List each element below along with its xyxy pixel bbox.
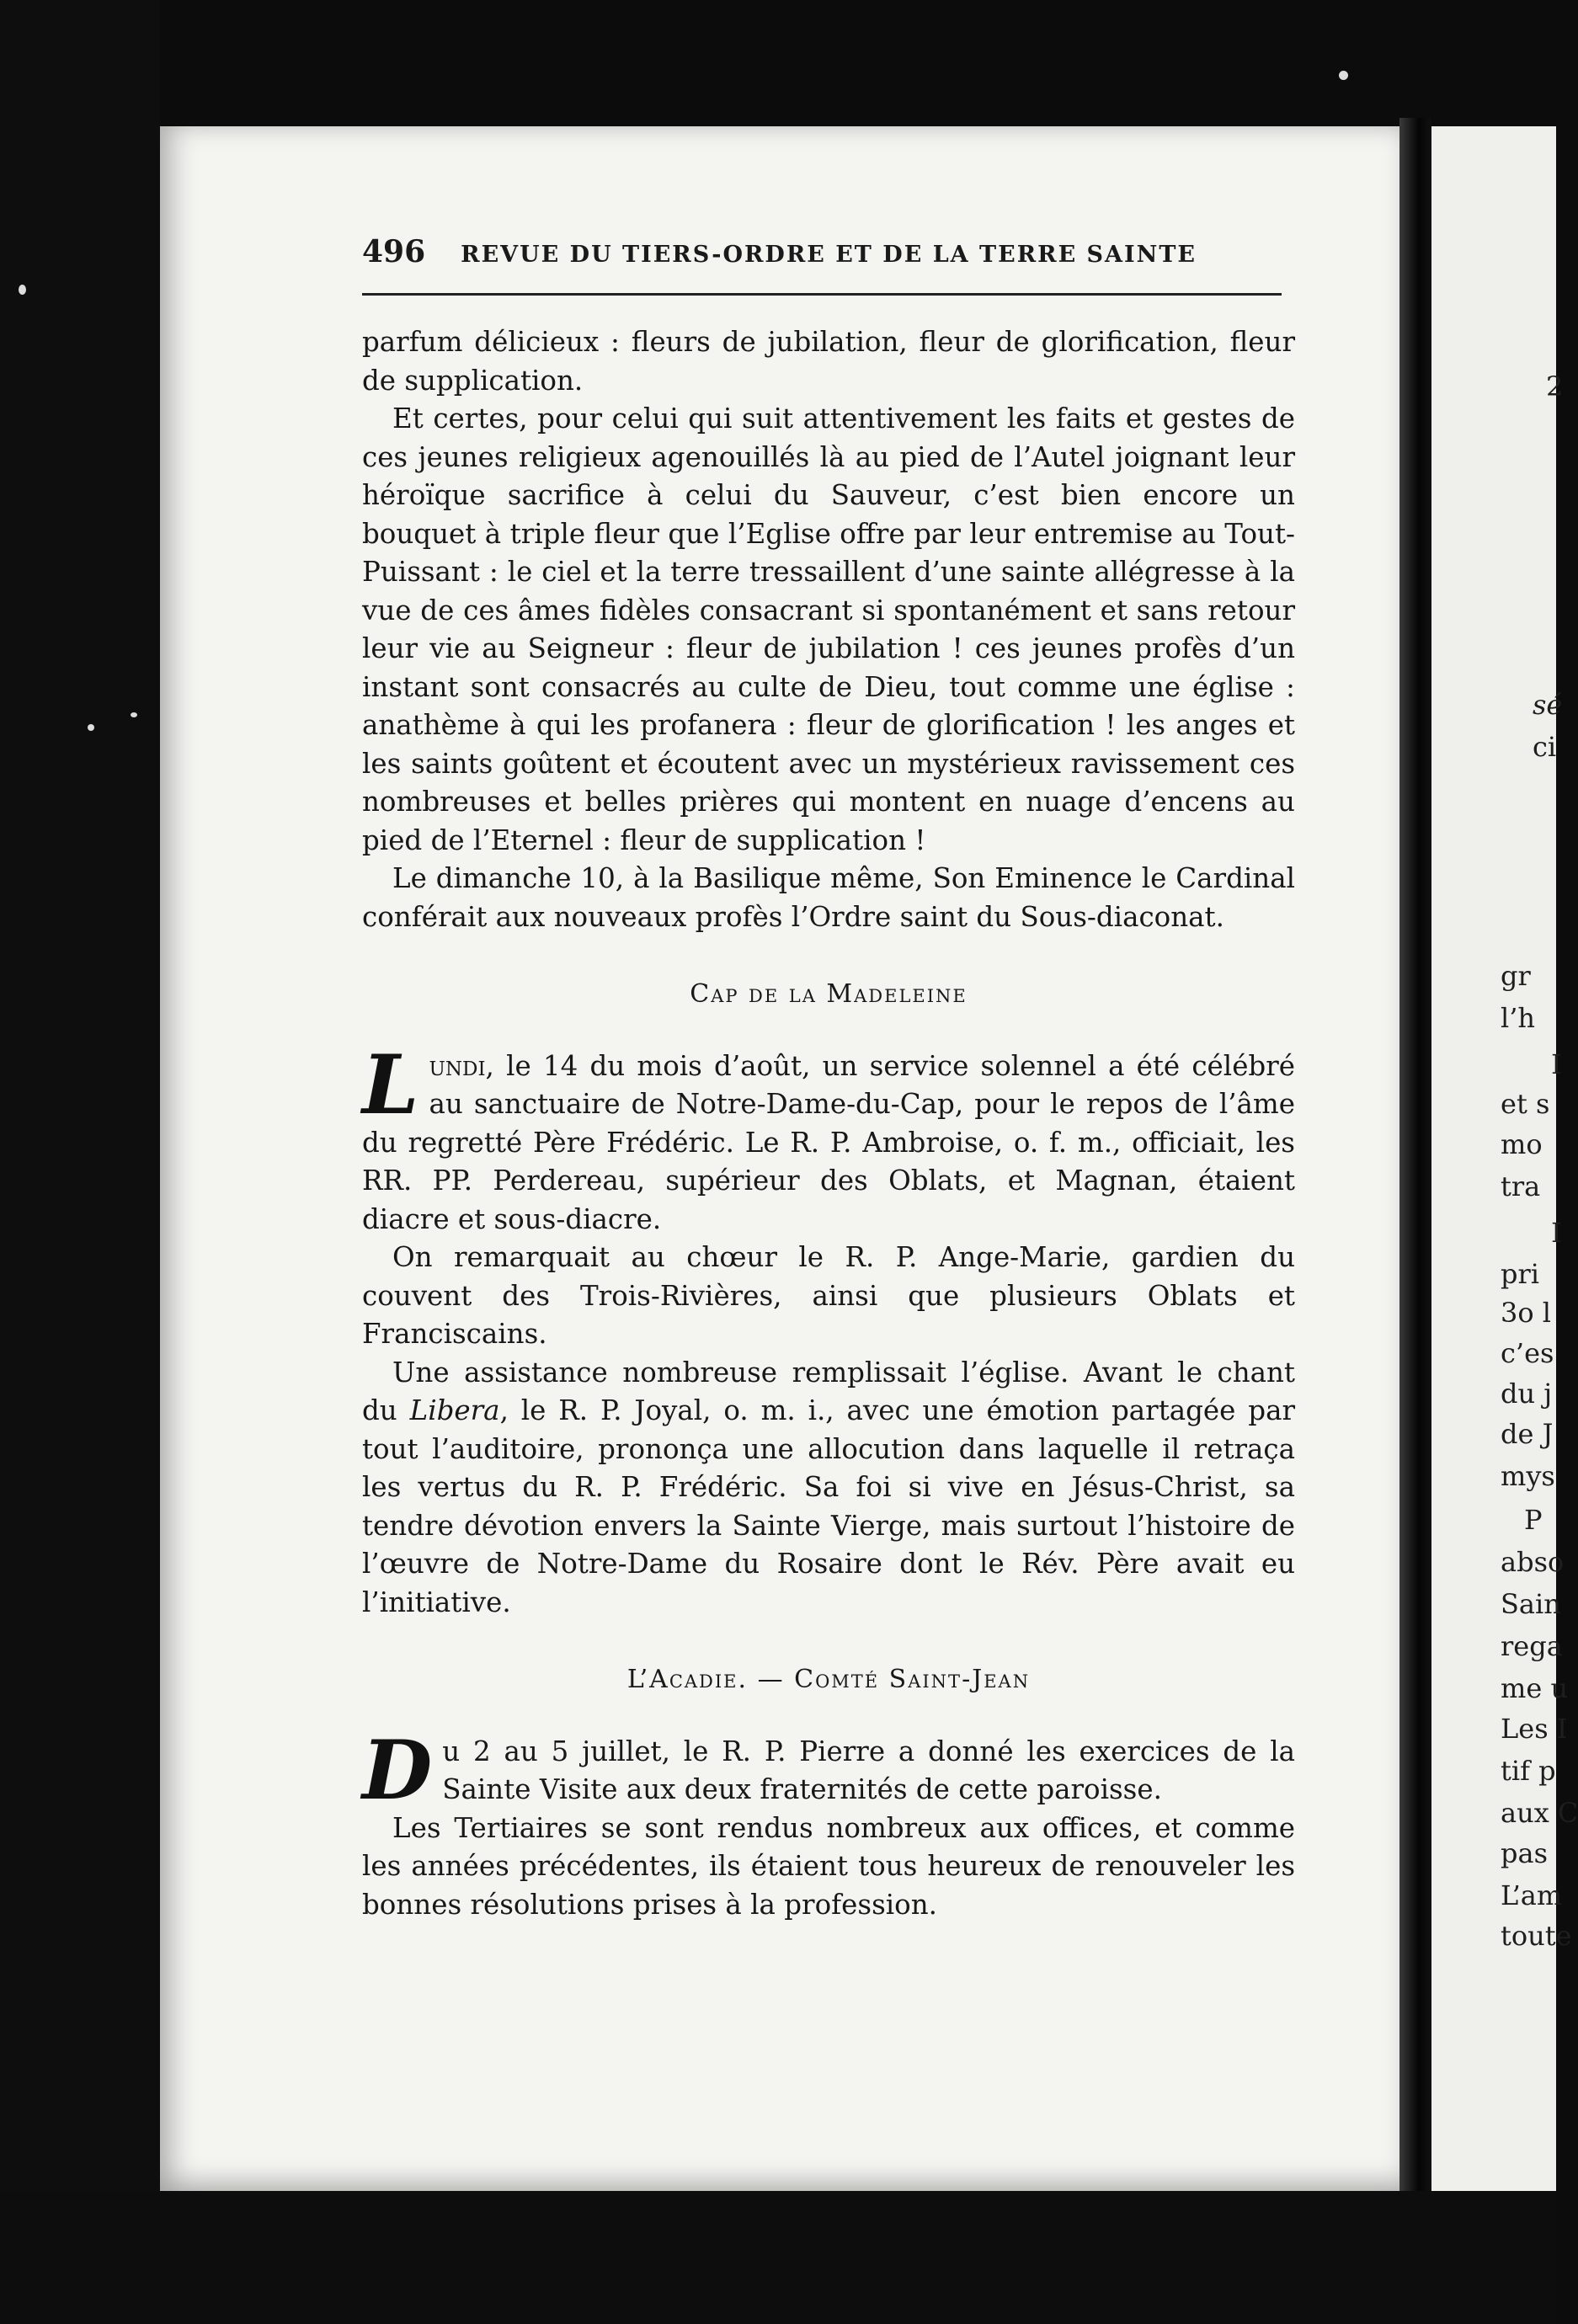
facing-page-fragment: tra (1501, 1170, 1541, 1202)
book-gutter (1399, 118, 1431, 2198)
scan-border-left (0, 0, 160, 2324)
scan-border-bottom (0, 2191, 1556, 2324)
paragraph-text: u 2 au 5 juillet, le R. P. Pierre a donné les exercices de la Sainte Visite aux deux fraternités de cette paroisse. (442, 1735, 1295, 1805)
dust-speck (19, 285, 26, 295)
facing-page-fragment: toute (1501, 1920, 1572, 1952)
facing-page-fragment: 2 (1546, 370, 1564, 402)
paragraph: parfum délicieux : fleurs de jubilation, fleur de glorification, fleur de supplication. (362, 326, 1295, 397)
italic-word: Libera (409, 1394, 500, 1426)
facing-page-fragment: tif p (1501, 1755, 1556, 1787)
facing-page-fragment: aux C (1501, 1797, 1578, 1829)
running-head (362, 234, 1280, 281)
facing-page-fragment: mys (1501, 1460, 1555, 1492)
facing-page-fragment: sé (1533, 689, 1563, 721)
facing-page-fragment: I (1551, 1048, 1562, 1080)
paragraph (362, 1037, 1295, 1239)
page-number: 496 (362, 234, 426, 269)
facing-page-fragment: du j (1501, 1378, 1553, 1410)
drop-cap: D (362, 1722, 433, 1818)
header-rule (362, 293, 1282, 296)
facing-page-fragment: Les I (1501, 1713, 1568, 1745)
facing-page-fragment: l’h (1501, 1002, 1536, 1034)
paragraph (362, 1354, 1295, 1623)
facing-page-fragment: Sain (1501, 1588, 1561, 1620)
facing-page-fragment: I (1551, 1217, 1562, 1249)
facing-page-fragment: pas (1501, 1837, 1548, 1869)
body-text (362, 323, 1295, 1924)
facing-page-fragment: L’am (1501, 1879, 1563, 1911)
facing-page-fragment: P (1524, 1504, 1543, 1536)
facing-page-fragment: mo (1501, 1128, 1543, 1160)
facing-page-fragment: me u (1501, 1672, 1569, 1704)
drop-cap: L (362, 1037, 419, 1133)
paragraph: Et certes, pour celui qui suit attentivement les faits et gestes de ces jeunes religieux agenouillés là au pied de l’Autel joignant leur héroïque sacrifice à celui du Sauveur, c’est bien encore un bouquet à triple fleur que l’Eglise offre par leur entremise au Tout-Puissant : le ciel et la terre tressaillent d’une sainte allégresse à la vue de ces âmes fidèles consacrant si spontanément et sans retour leur vie au Seigneur : fleur de jubilation ! ces jeunes profès d’un instant sont consacrés au culte de Dieu, tout comme une église : anathème à qui les profanera : fleur de glorification ! les anges et les saints goûtent et écoutent avec un mystérieux ravissement ces nombreuses et belles prières qui montent en nuage d’encens au pied de l’Eternel : fleur de supplication ! (362, 402, 1295, 856)
paragraph (362, 1722, 1295, 1818)
paragraph-text: , le 14 du mois d’août, un service solennel a été célébré au sanctuaire de Notre-Dame-du-Cap, pour le repos de l’âme du regretté Père Frédéric. Le R. P. Ambroise, o. f. m., officiait, les RR. PP. Perdereau, supérieur des Oblats, et Magnan, étaient diacre et sous-diacre. (362, 1049, 1295, 1235)
section-heading: L’Acadie. — Comté Saint-Jean (626, 1665, 1031, 1694)
facing-page-fragment: c’es (1501, 1337, 1554, 1369)
running-title: REVUE DU TIERS-ORDRE ET DE LA TERRE SAINTE (461, 242, 1197, 268)
facing-page-fragment: pri (1501, 1258, 1540, 1290)
lead-in-word: undi (429, 1049, 486, 1082)
facing-page-fragment: abso (1501, 1546, 1565, 1578)
section-heading: Cap de la Madeleine (690, 979, 968, 1009)
facing-page-fragment: ci (1533, 731, 1557, 763)
dust-speck (88, 724, 94, 731)
paragraph-text: Une assistance nombreuse remplissait l’église. Avant le chant du (362, 1356, 1295, 1426)
paragraph: On remarquait au chœur le R. P. Ange-Marie, gardien du couvent des Trois-Rivières, ainsi que plusieurs Oblats et Franciscains. (362, 1241, 1295, 1350)
facing-page-fragment: rega (1501, 1630, 1563, 1662)
facing-page-fragment: gr (1501, 960, 1531, 992)
paragraph: Le dimanche 10, à la Basilique même, Son Eminence le Cardinal conférait aux nouveaux profès l’Ordre saint du Sous-diaconat. (362, 862, 1295, 933)
paragraph-text: , le R. P. Joyal, o. m. i., avec une émotion partagée par tout l’auditoire, prononça une allocution dans laquelle il retraça les vertus du R. P. Frédéric. Sa foi si vive en Jésus-Christ, sa tendre dévotion envers la Sainte Vierge, mais surtout l’histoire de l’œuvre de Notre-Dame du Rosaire dont le Rév. Père avait eu l’initiative. (362, 1394, 1295, 1618)
dust-speck (1339, 71, 1348, 80)
dust-speck (131, 712, 137, 717)
facing-page-fragment: de J (1501, 1418, 1554, 1450)
facing-page-fragment: et s (1501, 1088, 1550, 1120)
facing-page-fragment: 3o l (1501, 1297, 1552, 1329)
paragraph: Les Tertiaires se sont rendus nombreux aux offices, et comme les années précédentes, ils étaient tous heureux de renouveler les bonnes résolutions prises à la profession. (362, 1811, 1295, 1921)
